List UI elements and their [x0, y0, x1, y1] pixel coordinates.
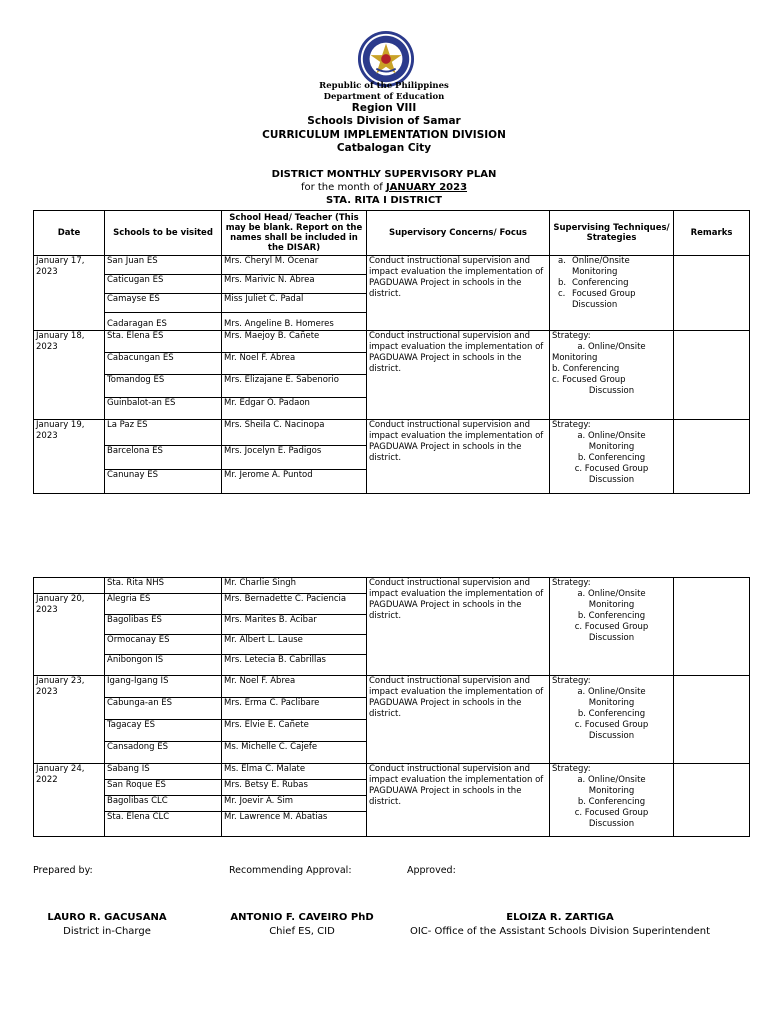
school-cell: Igang-Igang IS [105, 676, 222, 698]
strategy-item: Discussion [588, 386, 635, 396]
date-cell: January 20, 2023 [34, 594, 105, 676]
concern-cell: Conduct instructional supervision and impact evaluation the implementation of PAGDUAWA Project in schools in the district. [367, 676, 550, 764]
school-cell: Tomandog ES [105, 375, 222, 398]
strategy-cell [550, 331, 674, 420]
concern-cell: Conduct instructional supervision and impact evaluation the implementation of PAGDUAWA Project in schools in the district. [367, 578, 550, 676]
school-cell: Alegria ES [105, 594, 222, 615]
school-cell: La Paz ES [105, 420, 222, 446]
recommending-approval-label: Recommending Approval: [229, 865, 352, 876]
approved-name: ELOIZA R. ZARTIGA [506, 912, 614, 923]
strategy-item: Monitoring [588, 786, 635, 796]
head-cell: Mrs. Letecia B. Cabrillas [222, 655, 367, 676]
strategy-item: Monitoring [588, 442, 635, 452]
strategy-item: Focused Group [572, 289, 636, 299]
head-cell: Mrs. Angeline B. Homeres [222, 313, 367, 331]
strategy-item: a. Online/Onsite [577, 342, 646, 352]
supervisory-plan-table-page2 [33, 577, 750, 837]
strategy-item: c. Focused Group [574, 720, 649, 730]
concern-cell: Conduct instructional supervision and impact evaluation the implementation of PAGDUAWA Project in schools in the district. [367, 764, 550, 837]
school-cell: Sabang IS [105, 764, 222, 780]
school-cell: Sta. Elena ES [105, 331, 222, 353]
region-line: Region VIII [351, 102, 417, 114]
school-cell: Sta. Rita NHS [105, 578, 222, 594]
strategy-item: a. Online/Onsite [577, 431, 646, 441]
strategy-label: Strategy: [552, 676, 591, 686]
district-line: STA. RITA I DISTRICT [326, 195, 442, 206]
approved-position: OIC- Office of the Assistant Schools Division Superintendent [409, 926, 711, 937]
document-title: DISTRICT MONTHLY SUPERVISORY PLAN [271, 169, 497, 180]
list-marker: a. [558, 256, 566, 266]
table-row [34, 420, 750, 446]
strategy-item: Monitoring [552, 353, 598, 363]
head-cell: Mr. Noel F. Abrea [222, 353, 367, 375]
head-cell: Mrs. Sheila C. Nacinopa [222, 420, 367, 446]
republic-line: Republic of the Philippines [319, 81, 449, 91]
remarks-cell [674, 420, 750, 494]
school-cell: Caticugan ES [105, 275, 222, 294]
remarks-cell [674, 256, 750, 331]
strategy-item: b. Conferencing [552, 364, 620, 374]
head-cell: Mr. Joevir A. Sim [222, 796, 367, 812]
strategy-item: b. Conferencing [577, 453, 646, 463]
unit-line: CURRICULUM IMPLEMENTATION DIVISION [262, 129, 506, 141]
school-cell: San Juan ES [105, 256, 222, 275]
supervisory-plan-table-page1 [33, 210, 750, 494]
strategy-item: Monitoring [572, 267, 618, 277]
strategy-label: Strategy: [552, 331, 591, 341]
remarks-cell [674, 331, 750, 420]
strategy-cell [550, 420, 674, 494]
strategy-item: Online/Onsite [572, 256, 630, 266]
division-line: Schools Division of Samar [307, 115, 461, 127]
school-cell: Bagolibas ES [105, 615, 222, 635]
col-header-concerns: Supervisory Concerns/ Focus [367, 211, 550, 256]
school-cell: Bagolibas CLC [105, 796, 222, 812]
prepared-by-label: Prepared by: [33, 865, 93, 876]
strategy-item: c. Focused Group [574, 622, 649, 632]
head-cell: Mr. Albert L. Lause [222, 635, 367, 655]
strategy-item: Discussion [588, 819, 635, 829]
strategy-item: b. Conferencing [577, 797, 646, 807]
concern-cell: Conduct instructional supervision and impact evaluation the implementation of PAGDUAWA Project in schools in the district. [367, 331, 550, 420]
month-prefix: for the month of [300, 182, 383, 193]
month-line [0, 182, 768, 193]
strategy-item: Monitoring [588, 600, 635, 610]
prepared-by-name: LAURO R. GACUSANA [47, 912, 167, 923]
strategy-cell [550, 578, 674, 676]
date-cell: January 17, 2023 [34, 256, 105, 331]
strategy-item: Discussion [588, 633, 635, 643]
strategy-item: c. Focused Group [552, 375, 626, 385]
date-cell: January 24, 2022 [34, 764, 105, 837]
table-row [34, 764, 750, 780]
head-cell: Miss Juliet C. Padal [222, 294, 367, 313]
city-line: Catbalogan City [336, 142, 432, 154]
head-cell: Mrs. Jocelyn E. Padigos [222, 446, 367, 470]
month-value: JANUARY 2023 [385, 182, 468, 193]
head-cell: Mrs. Betsy E. Rubas [222, 780, 367, 796]
table-row [34, 578, 750, 594]
school-cell: Cabunga-an ES [105, 698, 222, 720]
school-cell: Anibongon IS [105, 655, 222, 676]
school-cell: Cabacungan ES [105, 353, 222, 375]
col-header-techniques: Supervising Techniques/ Strategies [550, 211, 674, 256]
list-marker: c. [558, 289, 566, 299]
head-cell: Mrs. Elvie E. Cañete [222, 720, 367, 742]
date-cell [34, 578, 105, 594]
table-row [34, 331, 750, 353]
concern-cell: Conduct instructional supervision and impact evaluation the implementation of PAGDUAWA Project in schools in the district. [367, 256, 550, 331]
head-cell: Mrs. Maejoy B. Cañete [222, 331, 367, 353]
school-cell: Sta. Elena CLC [105, 812, 222, 837]
department-line: Department of Education [323, 92, 445, 102]
strategy-label: Strategy: [552, 578, 591, 588]
strategy-item: Monitoring [588, 698, 635, 708]
strategy-label: Strategy: [552, 420, 591, 430]
school-cell: Barcelona ES [105, 446, 222, 470]
head-cell: Mrs. Bernadette C. Paciencia [222, 594, 367, 615]
strategy-item: Conferencing [572, 278, 629, 288]
head-cell: Mr. Edgar O. Padaon [222, 398, 367, 420]
strategy-item: c. Focused Group [574, 464, 649, 474]
table-row [34, 676, 750, 698]
approved-label: Approved: [407, 865, 456, 876]
recommending-name: ANTONIO F. CAVEIRO PhD [230, 912, 374, 923]
school-cell: Cadaragan ES [105, 313, 222, 331]
head-cell: Mr. Charlie Singh [222, 578, 367, 594]
col-header-head: School Head/ Teacher (This may be blank. Report on the names shall be included in the DISAR) [222, 211, 367, 256]
col-header-remarks: Remarks [674, 211, 750, 256]
strategy-item: Discussion [588, 731, 635, 741]
col-header-schools: Schools to be visited [105, 211, 222, 256]
head-cell: Mr. Jerome A. Puntod [222, 470, 367, 494]
head-cell: Mrs. Elizajane E. Sabenorio [222, 375, 367, 398]
head-cell: Mr. Lawrence M. Abatias [222, 812, 367, 837]
head-cell: Mrs. Erma C. Paclibare [222, 698, 367, 720]
strategy-item: c. Focused Group [574, 808, 649, 818]
recommending-position: Chief ES, CID [269, 926, 335, 937]
head-cell: Mrs. Marites B. Acibar [222, 615, 367, 635]
school-cell: Guinbalot-an ES [105, 398, 222, 420]
table-row [34, 256, 750, 275]
head-cell: Mrs. Marivic N. Abrea [222, 275, 367, 294]
date-cell: January 23, 2023 [34, 676, 105, 764]
strategy-cell [550, 256, 674, 331]
head-cell: Ms. Elma C. Malate [222, 764, 367, 780]
strategy-item: a. Online/Onsite [577, 589, 646, 599]
strategy-item: a. Online/Onsite [577, 775, 646, 785]
prepared-by-position: District in-Charge [63, 926, 151, 937]
remarks-cell [674, 578, 750, 676]
strategy-item: b. Conferencing [577, 709, 646, 719]
strategy-item: Discussion [572, 300, 618, 310]
school-cell: Cansadong ES [105, 742, 222, 764]
head-cell: Ms. Michelle C. Cajefe [222, 742, 367, 764]
school-cell: Ormocanay ES [105, 635, 222, 655]
col-header-date: Date [34, 211, 105, 256]
strategy-label: Strategy: [552, 764, 591, 774]
date-cell: January 19, 2023 [34, 420, 105, 494]
remarks-cell [674, 676, 750, 764]
head-cell: Mrs. Cheryl M. Ocenar [222, 256, 367, 275]
school-cell: Canunay ES [105, 470, 222, 494]
strategy-item: a. Online/Onsite [577, 687, 646, 697]
school-cell: Tagacay ES [105, 720, 222, 742]
list-marker: b. [558, 278, 567, 288]
school-cell: Camayse ES [105, 294, 222, 313]
head-cell: Mr. Noel F. Abrea [222, 676, 367, 698]
concern-cell: Conduct instructional supervision and impact evaluation the implementation of PAGDUAWA Project in schools in the district. [367, 420, 550, 494]
strategy-item: Discussion [588, 475, 635, 485]
strategy-cell [550, 676, 674, 764]
deped-seal-logo [357, 30, 415, 88]
remarks-cell [674, 764, 750, 837]
strategy-cell [550, 764, 674, 837]
strategy-item: b. Conferencing [577, 611, 646, 621]
date-cell: January 18, 2023 [34, 331, 105, 420]
school-cell: San Roque ES [105, 780, 222, 796]
